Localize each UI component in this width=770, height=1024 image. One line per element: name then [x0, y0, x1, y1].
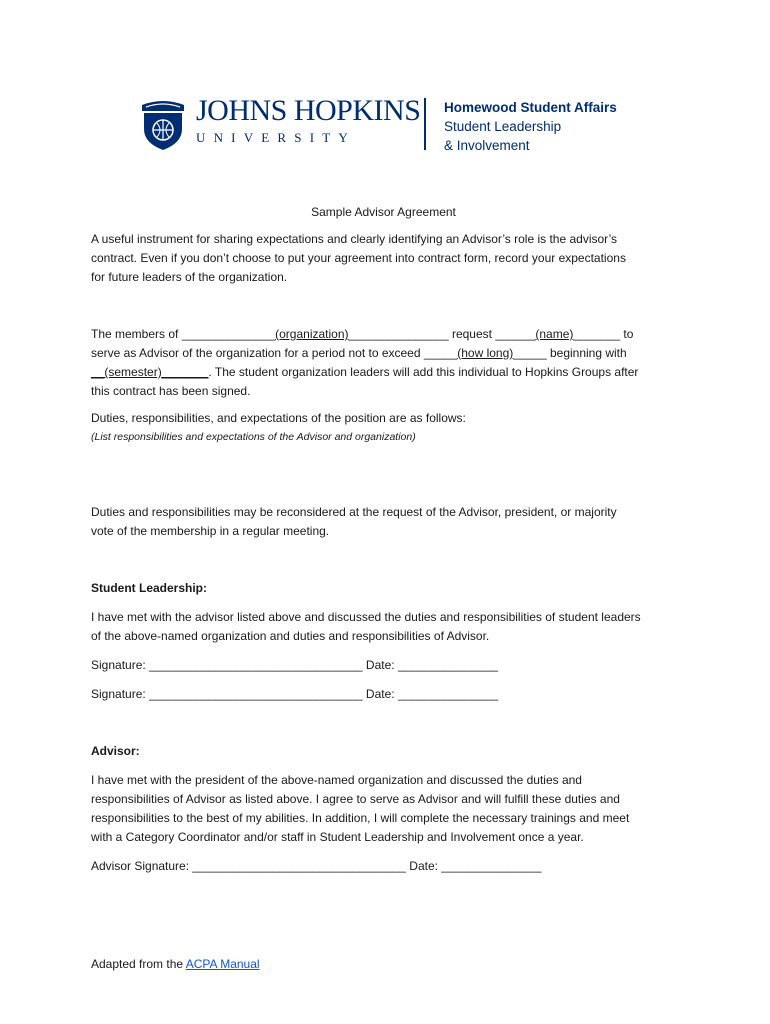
duties-heading: Duties, responsibilities, and expectations of the position are as follows:	[91, 411, 466, 425]
advisor-text-line-3: responsibilities to the best of my abilities. In addition, I will complete the necessary trainings and meet	[91, 811, 630, 825]
name-blank[interactable]: (name)	[535, 327, 574, 341]
reconsider-line-2: vote of the membership in a regular meeting.	[91, 524, 330, 538]
intro-line-1: A useful instrument for sharing expectations and clearly identifying an Advisor’s role is the advisor’s	[91, 232, 618, 246]
student-signature-line-1[interactable]: Signature: ________________________________ Date: _______________	[91, 658, 499, 672]
wordmark-sub: UNIVERSITY	[196, 130, 356, 145]
advisor-text-line-1: I have met with the president of the above-named organization and discussed the duties and	[91, 773, 582, 787]
university-shield-icon	[140, 97, 186, 151]
advisor-text-line-4: with a Category Coordinator and/or staff in Student Leadership and Involvement once a year.	[91, 830, 584, 844]
members-line-1	[91, 325, 691, 344]
members-line-4: this contract has been signed.	[91, 384, 251, 398]
members-text: _______________ request ______	[348, 327, 536, 341]
members-line-3	[91, 363, 691, 382]
student-leadership-heading: Student Leadership:	[91, 581, 208, 595]
organization-blank[interactable]: (organization)	[275, 327, 349, 341]
dept-line-3: & Involvement	[444, 138, 530, 153]
dept-line-2: Student Leadership	[444, 119, 562, 134]
student-signature-line-2[interactable]: Signature: ________________________________ Date: _______________	[91, 687, 499, 701]
department-name	[444, 98, 617, 155]
members-line-2	[91, 344, 691, 363]
student-text-line-2: of the above-named organization and duties and responsibilities of Advisor.	[91, 629, 490, 643]
intro-line-3: for future leaders of the organization.	[91, 270, 288, 284]
members-text: serve as Advisor of the organization for a period not to exceed _____	[91, 346, 458, 360]
university-wordmark	[196, 95, 420, 146]
acpa-manual-link[interactable]: ACPA Manual	[185, 957, 260, 971]
document-body	[91, 203, 691, 974]
student-text-line-1: I have met with the advisor listed above and discussed the duties and responsibilities of student leaders	[91, 610, 641, 624]
members-text: _______ to	[573, 327, 634, 341]
document-header	[140, 95, 640, 155]
dept-line-1: Homewood Student Affairs	[444, 100, 617, 115]
semester-blank[interactable]: __(semester)_______	[91, 365, 209, 379]
document-title: Sample Advisor Agreement	[311, 205, 456, 219]
advisor-heading: Advisor:	[91, 744, 140, 758]
members-text: . The student organization leaders will add this individual to Hopkins Groups after	[208, 365, 639, 379]
how-long-blank[interactable]: (how long)	[457, 346, 514, 360]
advisor-signature-line[interactable]: Advisor Signature: ________________________________ Date: _______________	[91, 859, 542, 873]
wordmark-main: JOHNS HOPKINS	[196, 94, 421, 127]
footer-text: Adapted from the	[91, 957, 186, 971]
advisor-text-line-2: responsibilities of Advisor as listed above. I agree to serve as Advisor and will fulfill these duties and	[91, 792, 620, 806]
members-text: _____ beginning with	[513, 346, 627, 360]
intro-line-2: contract. Even if you don’t choose to put your agreement into contract form, record your expectations	[91, 251, 626, 265]
header-divider	[424, 98, 426, 150]
duties-note: (List responsibilities and expectations of the Advisor and organization)	[91, 431, 416, 443]
members-text: The members of ______________	[91, 327, 276, 341]
footer-credit	[91, 955, 691, 974]
reconsider-line-1: Duties and responsibilities may be reconsidered at the request of the Advisor, president, or majority	[91, 505, 617, 519]
